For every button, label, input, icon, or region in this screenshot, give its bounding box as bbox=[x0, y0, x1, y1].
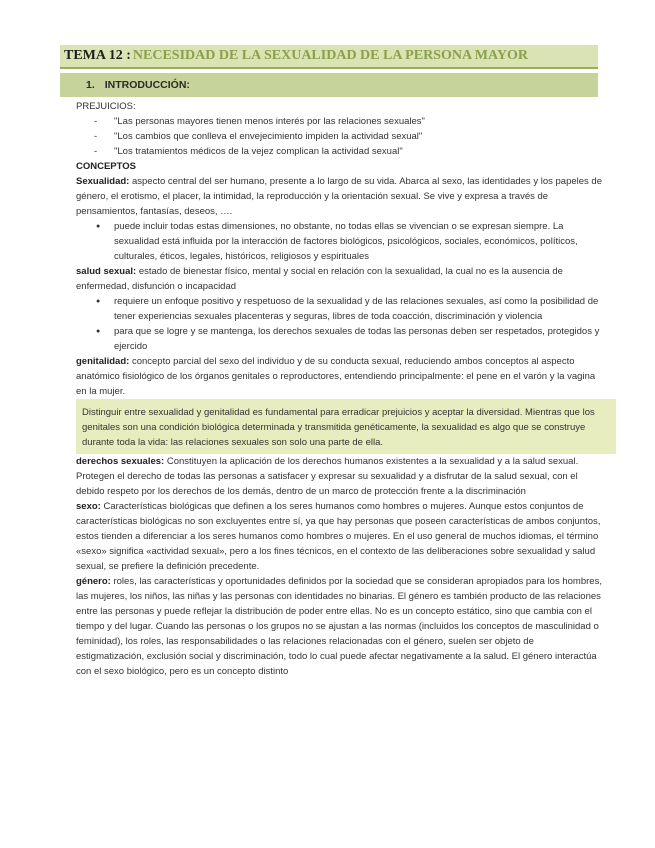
list-item: ● para que se logre y se mantenga, los derechos sexuales de todas las personas deben ser respetados, protegidos y ejercido bbox=[96, 324, 604, 354]
list-item: - "Los tratamientos médicos de la vejez complican la actividad sexual" bbox=[94, 144, 604, 159]
definition-text: Características biológicas que definen a los seres humanos como hombres o mujeres. Aunque estos conjuntos de características biológicas no son excluyentes entre sí, ya que hay personas que poseen características de ambos conjuntos, estos tienden a diferenciar a los seres humanos como hombres o mujeres. En el uso general de muchos idiomas, el término «sexo» significa «actividad sexual», pero a los fines técnicos, en el contexto de las deliberaciones sobre sexualidad y salud sexual, se prefiere la definición precedente. bbox=[76, 501, 601, 572]
list-item: - "Los cambios que conlleva el envejecimiento impiden la actividad sexual" bbox=[94, 129, 604, 144]
definition-text: estado de bienestar físico, mental y social en relación con la sexualidad, la cual no es la ausencia de enfermedad, disfunción o incapacidad bbox=[76, 266, 563, 292]
paragraph-salud-sexual bbox=[76, 264, 604, 294]
list-item: ● puede incluir todas estas dimensiones, no obstante, no todas ellas se vivencian o se expresan siempre. La sexualidad está influida por la interacción de factores biológicos, psicológicos, sociales, económicos, políticos, culturales, éticos, legales, históricos, religiosos y espirituales bbox=[96, 219, 604, 264]
term-label: genitalidad: bbox=[76, 356, 130, 367]
conceptos-heading: CONCEPTOS bbox=[76, 161, 137, 172]
tema-label: TEMA 12 : bbox=[64, 48, 131, 63]
definition-text: aspecto central del ser humano, presente a lo largo de su vida. Abarca al sexo, las identidades y los papeles de género, el erotismo, el placer, la intimidad, la reproducción y la orientación sexual. Se vive y expresa a través de pensamientos, fantasías, deseos, …. bbox=[76, 176, 602, 217]
section-heading-bar bbox=[60, 73, 598, 97]
highlight-box: Distinguir entre sexualidad y genitalidad es fundamental para erradicar prejuicios y aceptar la diversidad. Mientras que los genitales son una condición biológica determinada y transmitida genéticamente, la sexualidad es algo que se construye durante toda la vida: las relaciones sexuales son solo una parte de ella. bbox=[76, 399, 616, 454]
salud-sexual-bullets bbox=[76, 294, 604, 354]
tema-topic: NECESIDAD DE LA SEXUALIDAD DE LA PERSONA MAYOR bbox=[132, 48, 528, 63]
term-label: sexo: bbox=[76, 501, 101, 512]
prejuicios-heading: PREJUICIOS: bbox=[76, 101, 136, 112]
section-title: INTRODUCCIÓN: bbox=[104, 79, 190, 91]
term-label: salud sexual: bbox=[76, 266, 137, 277]
sexualidad-bullets bbox=[76, 219, 604, 264]
paragraph-sexualidad bbox=[76, 174, 604, 219]
term-label: género: bbox=[76, 576, 111, 587]
list-item: - "Las personas mayores tienen menos interés por las relaciones sexuales" bbox=[94, 114, 604, 129]
list-item: ● requiere un enfoque positivo y respetuoso de la sexualidad y de las relaciones sexuales, así como la posibilidad de tener experiencias sexuales placenteras y seguras, libres de toda coacción, discriminación y violencia bbox=[96, 294, 604, 324]
title-divider bbox=[60, 67, 598, 69]
section-number: 1. bbox=[86, 79, 95, 91]
prejuicios-list bbox=[76, 114, 604, 159]
definition-text: Constituyen la aplicación de los derechos humanos existentes a la sexualidad y a la salud sexual. Protegen el derecho de todas las personas a satisfacer y expresar su sexualidad y a disfrutar de la salud sexual, con el debido respeto por los derechos de los demás, dentro de un marco de protección frente a la discriminación bbox=[76, 456, 579, 497]
definition-text: roles, las características y oportunidades definidos por la sociedad que se consideran apropiados para los hombres, las mujeres, los niños, las niñas y las personas con identidades no binarias. El género es también producto de las relaciones entre las personas y puede reflejar la distribución de poder entre ellas. No es un concepto estático, sino que cambia con el tiempo y del lugar. Cuando las personas o los grupos no se ajustan a las normas (incluidos los conceptos de masculinidad o feminidad), los roles, las responsabilidades o las relaciones relacionadas con el género, suelen ser objeto de estigmatización, exclusión social y discriminación, todo lo cual puede afectar negativamente a la salud. El género interactúa con el sexo biológico, pero es un concepto distinto bbox=[76, 576, 602, 677]
term-label: Sexualidad: bbox=[76, 176, 130, 187]
paragraph-genero bbox=[76, 574, 604, 679]
paragraph-derechos-sexuales bbox=[76, 454, 604, 499]
term-label: derechos sexuales: bbox=[76, 456, 165, 467]
content-body bbox=[76, 99, 604, 679]
title-bar bbox=[60, 45, 598, 67]
definition-text: concepto parcial del sexo del individuo y de su conducta sexual, reduciendo ambos conceptos al aspecto anatómico fisiológico de los órganos genitales o reproductores, entendiendo principalmente: el pene en el varón y la vagina en la mujer. bbox=[76, 356, 596, 397]
paragraph-sexo bbox=[76, 499, 604, 574]
paragraph-genitalidad bbox=[76, 354, 604, 399]
